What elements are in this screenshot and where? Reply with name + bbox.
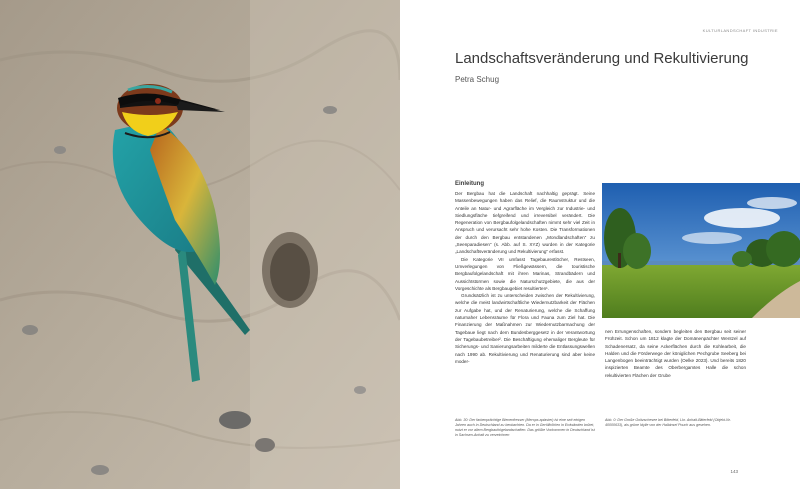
text-column-right: nen Errungenschaften, sondern begleiten den Bergbau seit seiner Frühzeit. Schon um 1812 klagte der Domänenpächter Wentzel auf Schadenersatz, da seine Ackerflächen durch die Kohlearbeit, die Halden und die Förderwege der königlichen Pechgrube Seeberg bei Langenbogen beeinträchtigt wurden (Oelke 2023). Und bereits 1820 inspizierten Beamte des Oberbergamtes Halle die schon rekultivierten Flächen der Grube: [605, 329, 746, 378]
lake-landscape-image: [602, 183, 800, 318]
text-column-left: [455, 190, 595, 365]
running-head: KULTURLANDSCHAFT INDUSTRIE: [702, 28, 778, 33]
chapter-author: Petra Schug: [455, 75, 500, 84]
caption-bee-eater: Abb. 30: Der farbenprächtige Bienenfresser (Merops apiaster) ist eine seit einigen Jahren auch in Deutschland zu beobachten. Da er in Geröllhöhlen in Erdwänden brütet, nutzt er vor allem Bergbaufolgelandschaften. Das größte Vorkommen in Deutschland ist in Sachsen-Anhalt zu verzeichnen: [455, 418, 595, 437]
paragraph: Grundsätzlich ist zu unterscheiden zwischen der Rekultivierung, welche die meist landwirtschaftliche Wiedernutzbarkeit der Flächen zur Aufgabe hat, und der Renaturierung, welche die Schaffung naturnaher Lebensräume für Flora und Fauna zum Ziel hat. Die Finanzierung der Maßnahmen zur Wiedernutzbarmachung der Tagebaue liegt nach dem Bundesberggesetz in der Verantwortung der Tagebaubetreiber². Die Beschäftigung ehemaliger Bergleute für Sicherungs- und Sanierungsarbeiten milderte die Entlassungswellen nach 1990 ab. Rekultivierung und Renaturierung sind aber keine moder-: [455, 293, 595, 364]
paragraph: Die Kategorie VII umfasst Tagebaurestlöcher, Restseen, Umverlegungen von Fließgewässern, die touristische Bergbaufolgelandschaft mit ihren Marinas, Strandbädern und Aussichtstürmen sowie die Naturschutzgebiete, die aus der Vorgeschichte als Bergbaugebiet resultierten¹.: [455, 256, 595, 291]
page-number: 143: [730, 469, 738, 474]
paragraph: Der Bergbau hat die Landschaft nachhaltig geprägt. Seine Massenbewegungen haben das Relief, die Raumstruktur und die Anteile an Natur- und Agrarfläche im Vergleich zur Industrie- und Siedlungsfläche tiefgreifend und irreversibel verändert. Die Regeneration von Bergbaufolgelandschaften nimmt sehr viel Zeit in Anspruch und verursacht sehr hohe Kosten. Die Transformationen der durch den Bergbau entstandenen „Mondlandschaften“ zu „Seenparadiesen“ (s. Abb. auf S. XYZ) wurden in der Kategorie „Landschaftsveränderung und Rekultivierung“ erfasst.: [455, 191, 595, 255]
chapter-title: Landschaftsveränderung und Rekultivierung: [455, 50, 749, 67]
section-heading: Einleitung: [455, 181, 484, 187]
caption-lake: Abb. 0: Der Große Goitzschesee bei Bitterfeld, Lkr. Anhalt-Bitterfeld (Objekt-Nr. 40000633), als grüne Idylle von der Halbinsel Pouch aus gesehen.: [605, 418, 731, 427]
text-page: [400, 0, 800, 489]
lake-photo: [602, 183, 800, 318]
